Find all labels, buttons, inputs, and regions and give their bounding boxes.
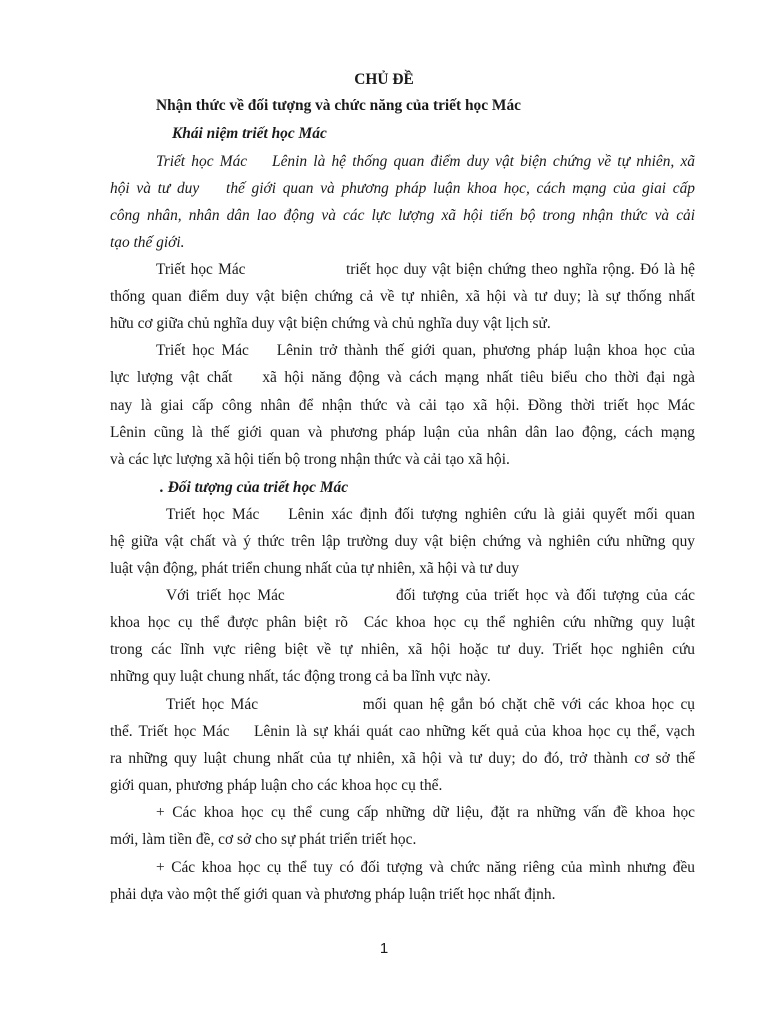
document-subtitle: Nhận thức về đối tượng và chức năng của triết học Mác bbox=[156, 97, 521, 114]
paragraph-line: Với triết học Mác đối tượng của triết học và đối tượng của các bbox=[166, 587, 695, 604]
paragraph-line: Triết học Mác Lênin trở thành thế giới quan, phương pháp luận khoa học của bbox=[156, 342, 695, 359]
paragraph-line: hội và tư duy thế giới quan và phương pháp luận khoa học, cách mạng của giai cấp bbox=[110, 180, 695, 197]
paragraph-line: Triết học Mác Lênin là hệ thống quan điểm duy vật biện chứng về tự nhiên, xã bbox=[156, 153, 695, 170]
paragraph-line: Lênin cũng là thế giới quan và phương pháp luận của nhân dân lao động, cách mạng bbox=[110, 424, 695, 441]
section-heading-concept: Khái niệm triết học Mác bbox=[172, 125, 327, 142]
paragraph-line: những quy luật chung nhất, tác động trong cả ba lĩnh vực này. bbox=[110, 668, 491, 685]
page-title: CHỦ ĐỀ bbox=[354, 71, 414, 88]
paragraph-line: hệ giữa vật chất và ý thức trên lập trường duy vật biện chứng và nghiên cứu những quy bbox=[110, 533, 695, 550]
paragraph-line: công nhân, nhân dân lao động và các lực lượng xã hội tiến bộ trong nhận thức và cải bbox=[110, 207, 695, 224]
paragraph-line: Triết học Mác mối quan hệ gắn bó chặt chẽ với các khoa học cụ bbox=[166, 696, 695, 713]
paragraph-line: tạo thế giới. bbox=[110, 234, 185, 251]
paragraph-line: Triết học Mác Lênin xác định đối tượng nghiên cứu là giải quyết mối quan bbox=[166, 506, 695, 523]
paragraph-line: + Các khoa học cụ thể cung cấp những dữ liệu, đặt ra những vấn đề khoa học bbox=[156, 804, 695, 821]
paragraph-line: khoa học cụ thể được phân biệt rõ Các khoa học cụ thể nghiên cứu những quy luật bbox=[110, 614, 695, 631]
paragraph-line: thể. Triết học Mác Lênin là sự khái quát cao những kết quả của khoa học cụ thể, vạch bbox=[110, 723, 695, 740]
paragraph-line: mới, làm tiền đề, cơ sở cho sự phát triển triết học. bbox=[110, 831, 417, 848]
paragraph-line: hữu cơ giữa chủ nghĩa duy vật biện chứng và chủ nghĩa duy vật lịch sử. bbox=[110, 315, 551, 332]
paragraph-line: Triết học Mác triết học duy vật biện chứng theo nghĩa rộng. Đó là hệ bbox=[156, 261, 695, 278]
paragraph-line: lực lượng vật chất xã hội năng động và cách mạng nhất tiêu biểu cho thời đại ngà bbox=[110, 369, 695, 386]
paragraph-line: thống quan điểm duy vật biện chứng cả về tự nhiên, xã hội và tư duy; là sự thống nhất bbox=[110, 288, 695, 305]
paragraph-line: nay là giai cấp công nhân để nhận thức và cải tạo xã hội. Đồng thời triết học Mác bbox=[110, 397, 695, 414]
paragraph-line: ra những quy luật chung nhất của tự nhiên, xã hội và tư duy; do đó, trở thành cơ sở thế bbox=[110, 750, 695, 767]
paragraph-line: phải dựa vào một thế giới quan và phương pháp luận triết học nhất định. bbox=[110, 886, 556, 903]
page-number: 1 bbox=[379, 940, 389, 957]
paragraph-line: luật vận động, phát triển chung nhất của tự nhiên, xã hội và tư duy bbox=[110, 560, 520, 577]
section-heading-object: . Đối tượng của triết học Mác bbox=[160, 479, 349, 496]
paragraph-line: trong các lĩnh vực riêng biệt về tự nhiên, xã hội hoặc tư duy. Triết học nghiên cứu bbox=[110, 641, 695, 658]
paragraph-line: + Các khoa học cụ thể tuy có đối tượng và chức năng riêng của mình nhưng đều bbox=[156, 859, 695, 876]
paragraph-line: giới quan, phương pháp luận cho các khoa học cụ thể. bbox=[110, 777, 443, 794]
paragraph-line: và các lực lượng xã hội tiến bộ trong nhận thức và cải tạo xã hội. bbox=[110, 451, 510, 468]
